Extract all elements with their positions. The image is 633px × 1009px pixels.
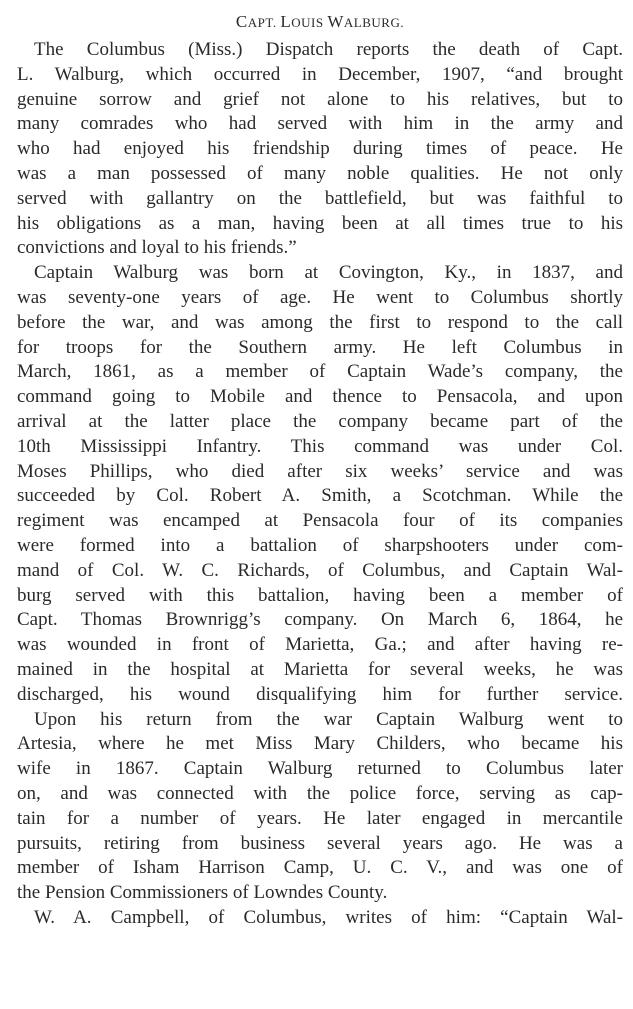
text-line: who had enjoyed his friendship during times of peace. He bbox=[17, 138, 623, 160]
text-line: were formed into a battalion of sharpshooters under com- bbox=[17, 534, 623, 556]
text-line: genuine sorrow and grief not alone to his relatives, but to bbox=[17, 88, 623, 110]
text-line: discharged, his wound disqualifying him for further service. bbox=[17, 683, 623, 705]
text-line: pursuits, retiring from business several years ago. He was a bbox=[17, 832, 623, 854]
text-line: was wounded in front of Marietta, Ga.; and after having re- bbox=[17, 634, 623, 656]
text-line: his obligations as a man, having been at all times true to his bbox=[17, 212, 623, 234]
text-line: Upon his return from the war Captain Walburg went to bbox=[34, 708, 623, 730]
text-line: member of Isham Harrison Camp, U. C. V., and was one of bbox=[17, 857, 623, 879]
text-line: Capt. Thomas Brownrigg’s company. On March 6, 1864, he bbox=[17, 609, 623, 631]
title-rest-1: APT. bbox=[247, 15, 281, 30]
text-line: regiment was encamped at Pensacola four of its companies bbox=[17, 510, 623, 532]
title-rest-2: OUIS bbox=[291, 15, 328, 30]
text-line: Artesia, where he met Miss Mary Childers, who became his bbox=[17, 733, 623, 755]
paragraph-2 bbox=[17, 261, 623, 707]
text-line: Moses Phillips, who died after six weeks’ service and was bbox=[17, 460, 623, 482]
text-line: March, 1861, as a member of Captain Wade’s company, the bbox=[17, 361, 623, 383]
text-line: W. A. Campbell, of Columbus, writes of him: “Captain Wal- bbox=[34, 906, 623, 928]
text-line: The Columbus (Miss.) Dispatch reports the death of Capt. bbox=[34, 39, 623, 60]
text-line: many comrades who had served with him in the army and bbox=[17, 113, 623, 135]
text-line: 10th Mississippi Infantry. This command was under Col. bbox=[17, 435, 623, 457]
text-line: arrival at the latter place the company became part of the bbox=[17, 410, 623, 432]
text-line: L. Walburg, which occurred in December, 1907, “and brought bbox=[17, 63, 623, 85]
text-line: the Pension Commissioners of Lowndes County. bbox=[17, 882, 388, 904]
text-line: command going to Mobile and thence to Pensacola, and upon bbox=[17, 386, 623, 408]
text-line: Captain Walburg was born at Covington, Ky., in 1837, and bbox=[34, 262, 623, 284]
text-line: mained in the hospital at Marietta for several weeks, he was bbox=[17, 658, 623, 680]
text-line: was seventy-one years of age. He went to Columbus shortly bbox=[17, 286, 623, 308]
text-line: convictions and loyal to his friends.” bbox=[17, 237, 297, 259]
text-line: was a man possessed of many noble qualities. He not only bbox=[17, 162, 623, 184]
text-line: served with gallantry on the battlefield, but was faithful to bbox=[17, 187, 623, 209]
text-line: burg served with this battalion, having been a member of bbox=[17, 584, 623, 606]
document-page bbox=[17, 8, 623, 931]
title-cap-1: C bbox=[235, 12, 248, 31]
text-line: before the war, and was among the first to respond to the call bbox=[17, 311, 623, 333]
text-line: on, and was connected with the police force, serving as cap- bbox=[17, 782, 623, 804]
paragraph-3 bbox=[17, 708, 623, 906]
paragraph-1 bbox=[17, 38, 623, 261]
text-line: succeeded by Col. Robert A. Smith, a Scotchman. While the bbox=[17, 485, 623, 507]
text-line: tain for a number of years. He later engaged in mercantile bbox=[17, 807, 623, 829]
title-rest-3: ALBURG. bbox=[343, 15, 405, 30]
text-line: wife in 1867. Captain Walburg returned to Columbus later bbox=[17, 758, 623, 780]
text-line: mand of Col. W. C. Richards, of Columbus, and Captain Wal- bbox=[17, 559, 623, 581]
article-title bbox=[17, 8, 623, 36]
paragraph-4 bbox=[17, 906, 623, 931]
text-line: for troops for the Southern army. He left Columbus in bbox=[17, 336, 623, 358]
title-cap-2: L bbox=[280, 12, 292, 31]
title-cap-3: W bbox=[327, 12, 344, 31]
